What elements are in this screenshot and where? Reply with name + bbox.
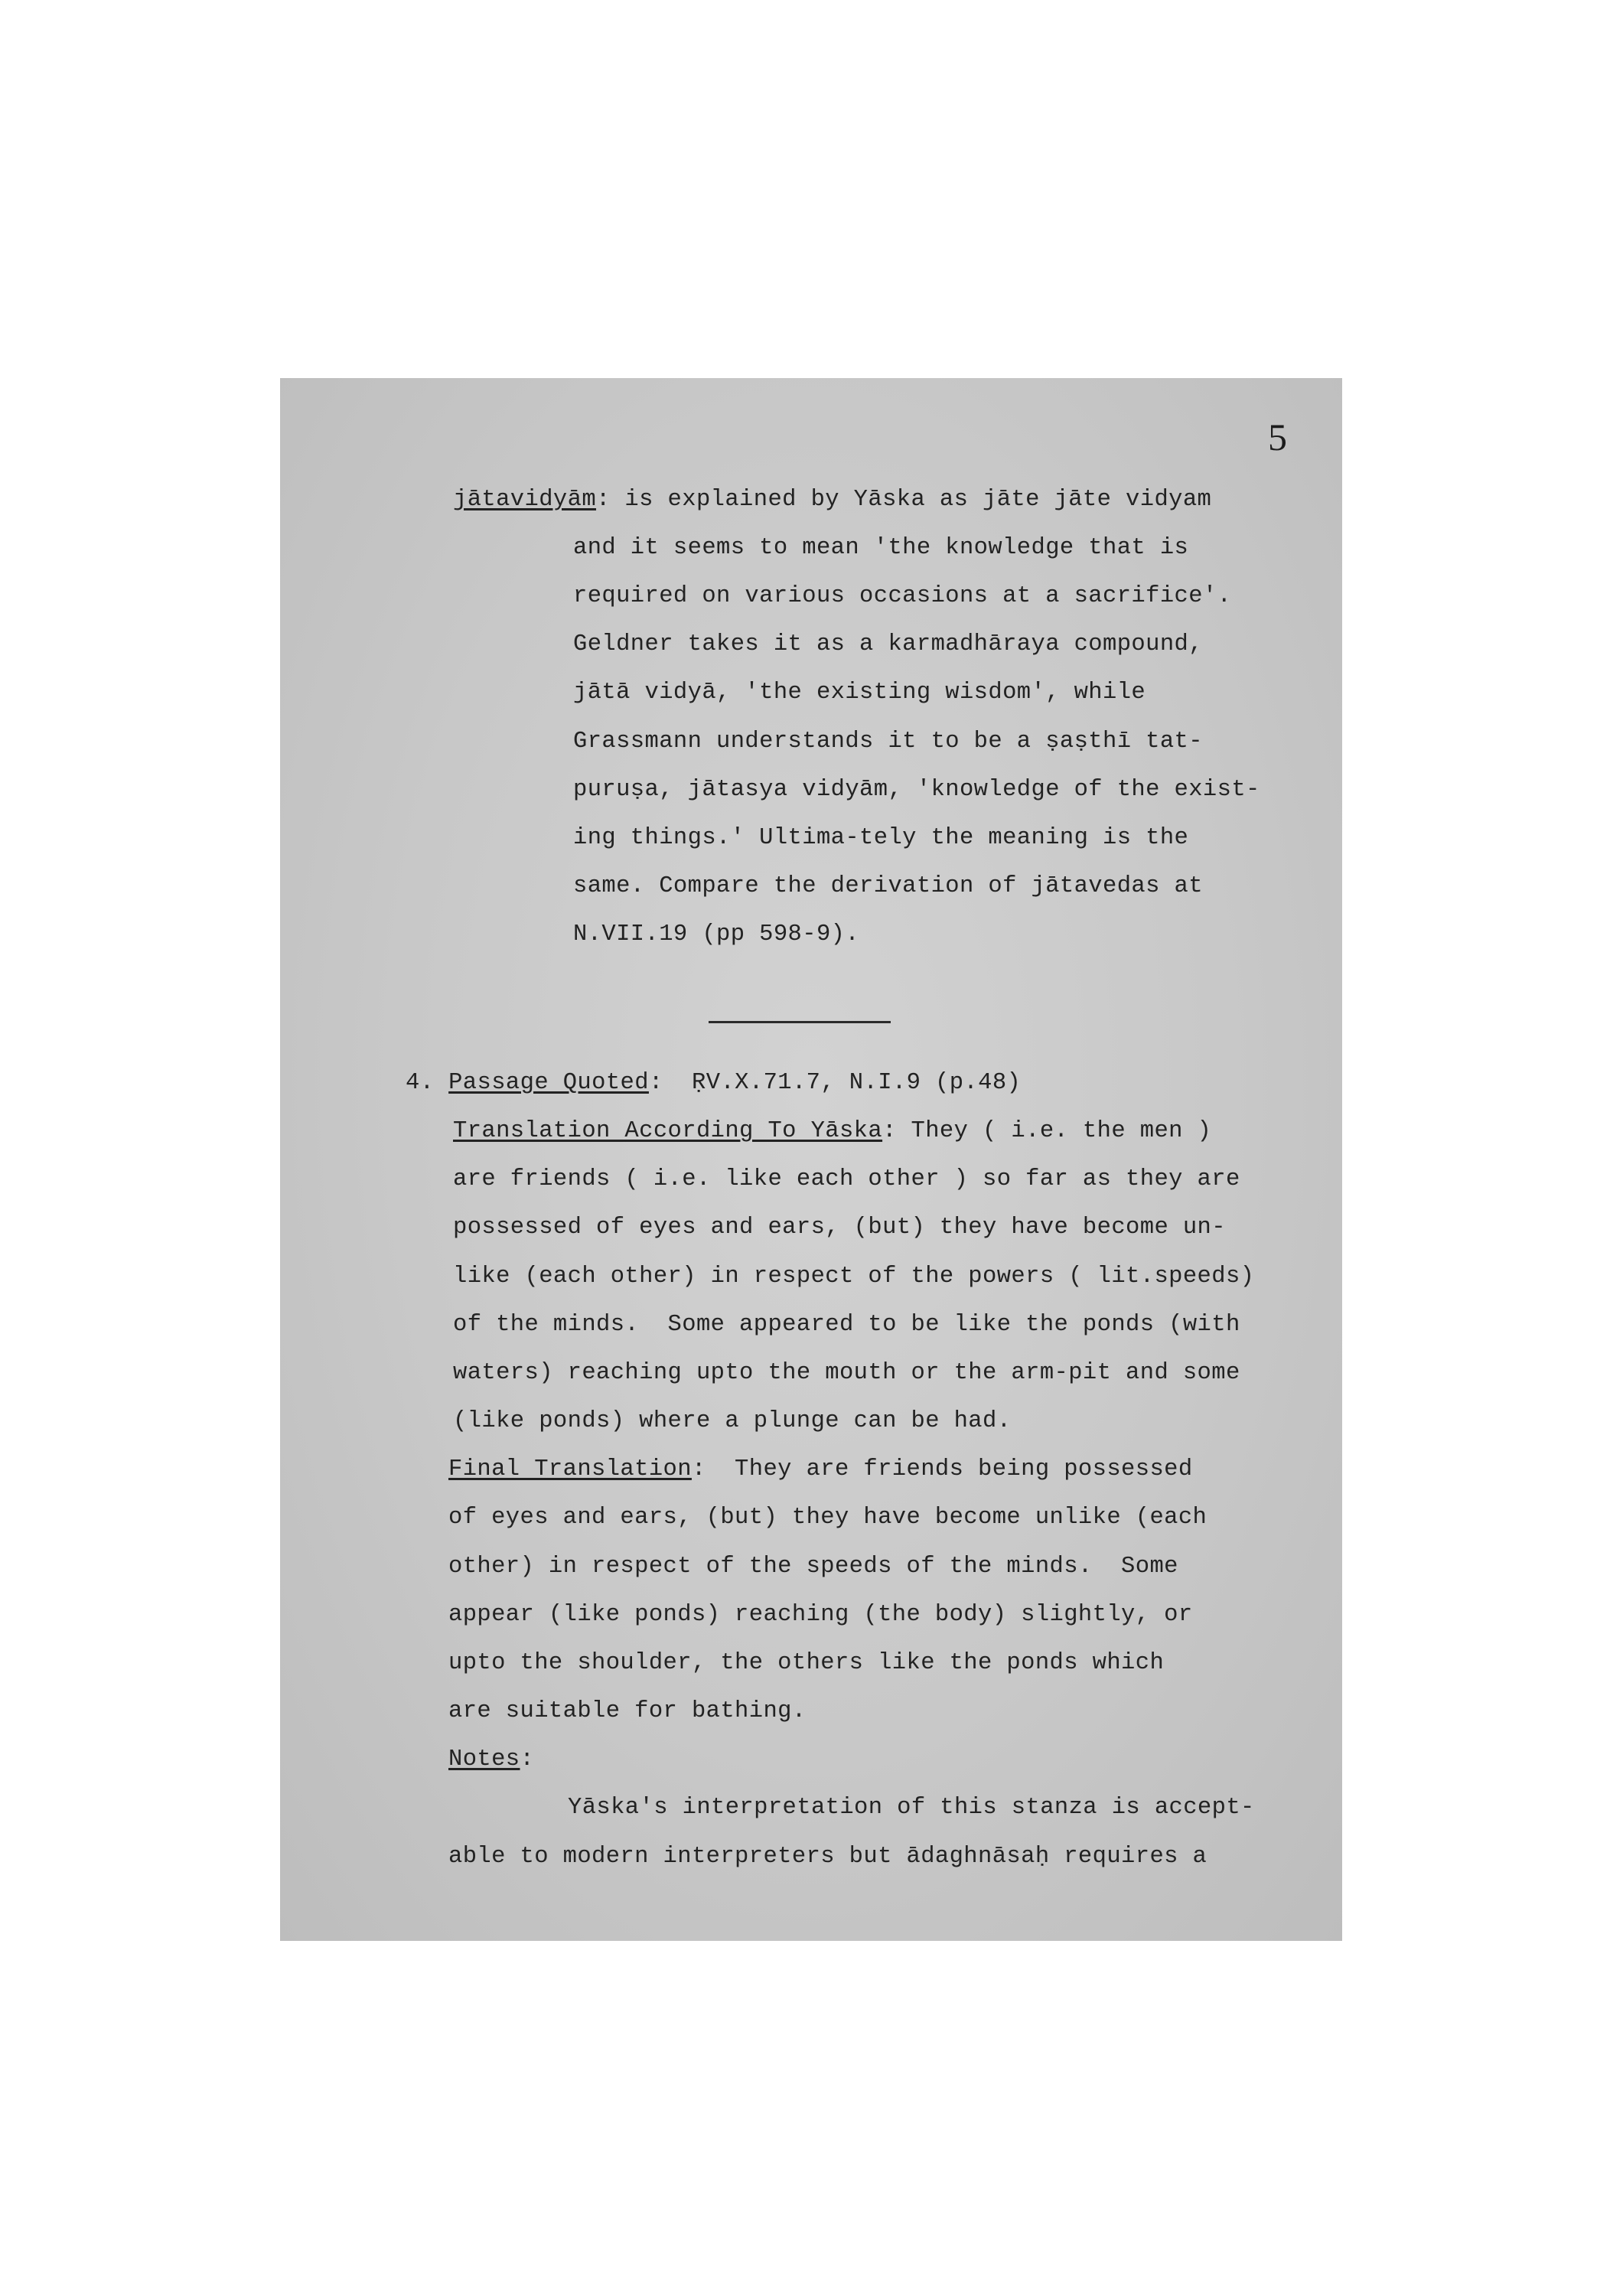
yaska-translation-line: of the minds. Some appeared to be like the ponds (with: [453, 1312, 1240, 1338]
entry-line: jātā vidyā, 'the existing wisdom', while: [573, 680, 1146, 706]
notes-colon: :: [520, 1746, 535, 1773]
entry-line: N.VII.19 (pp 598-9).: [573, 921, 860, 947]
entry-line: ing things.' Ultima-tely the meaning is the: [573, 825, 1189, 851]
notes-line: able to modern interpreters but ādaghnāsaḥ requires a: [448, 1844, 1207, 1870]
notes-line: Yāska's interpretation of this stanza is accept-: [568, 1795, 1255, 1821]
yaska-translation-label: Translation According To Yāska: [453, 1118, 883, 1144]
entry-line: Grassmann understands it to be a ṣaṣthī tat-: [573, 729, 1203, 755]
final-translation-line: of eyes and ears, (but) they have become unlike (each: [448, 1505, 1207, 1531]
entry-first-line: [453, 484, 1211, 515]
yaska-translation-text: : They ( i.e. the men ): [882, 1118, 1212, 1144]
final-translation-label: Final Translation: [448, 1456, 692, 1482]
yaska-translation-line: possessed of eyes and ears, (but) they have become un-: [453, 1215, 1226, 1241]
passage-reference: : ṚV.X.71.7, N.I.9 (p.48): [648, 1070, 1022, 1096]
yaska-translation-line: waters) reaching upto the mouth or the arm-pit and some: [453, 1360, 1240, 1386]
page-number: 5: [1268, 416, 1287, 458]
notes-label: Notes: [448, 1746, 520, 1773]
final-translation-line: upto the shoulder, the others like the ponds which: [448, 1650, 1165, 1676]
yaska-translation-line: (like ponds) where a plunge can be had.: [453, 1408, 1012, 1434]
entry-line: required on various occasions at a sacrifice'.: [573, 583, 1232, 609]
final-translation-line: appear (like ponds) reaching (the body) slightly, or: [448, 1602, 1193, 1628]
yaska-translation-first-line: [453, 1116, 1211, 1146]
entry-term: jātavidyām: [453, 487, 597, 513]
scanned-page: [280, 378, 1342, 1941]
section-divider: [709, 1021, 891, 1023]
final-translation-text: : They are friends being possessed: [691, 1456, 1193, 1482]
passage-quoted-line: [406, 1068, 1021, 1098]
final-translation-line: are suitable for bathing.: [448, 1698, 807, 1724]
final-translation-first-line: [448, 1454, 1193, 1485]
entry-line: puruṣa, jātasya vidyām, 'knowledge of the exist-: [573, 777, 1260, 803]
section-number: 4.: [406, 1070, 435, 1096]
entry-line: Geldner takes it as a karmadhāraya compound,: [573, 631, 1203, 657]
final-translation-line: other) in respect of the speeds of the minds. Some: [448, 1554, 1178, 1580]
entry-line: same. Compare the derivation of jātavedas at: [573, 873, 1203, 899]
entry-text: : is explained by Yāska as jāte jāte vidyam: [596, 487, 1212, 513]
passage-quoted-label: Passage Quoted: [448, 1070, 649, 1096]
yaska-translation-line: like (each other) in respect of the powers ( lit.speeds): [453, 1264, 1255, 1290]
notes-heading: [448, 1744, 534, 1775]
entry-line: and it seems to mean 'the knowledge that is: [573, 535, 1189, 561]
yaska-translation-line: are friends ( i.e. like each other ) so far as they are: [453, 1166, 1240, 1192]
